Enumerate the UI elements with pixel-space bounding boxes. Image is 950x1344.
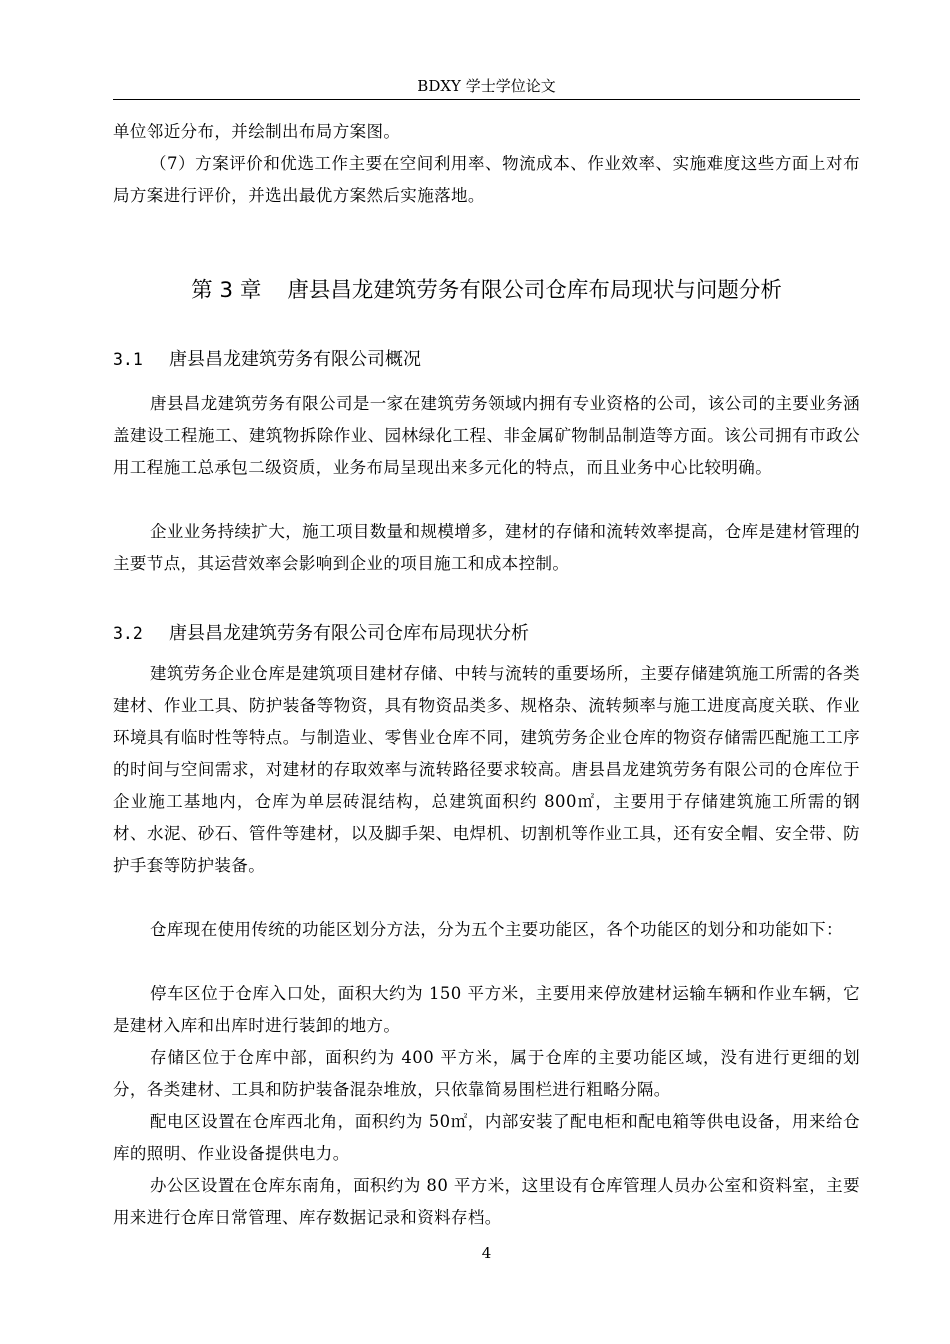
section-3-2-paragraph-5: 配电区设置在仓库西北角，面积约为 50㎡，内部安装了配电柜和配电箱等供电设备，用来给仓库的照明、作业设备提供电力。 [113, 1112, 860, 1163]
section-heading-3-1 [113, 346, 860, 374]
page-header: BDXY 学士学位论文 [417, 77, 556, 95]
chapter-number: 第 3 章 [191, 278, 262, 303]
chapter-heading [113, 276, 860, 306]
section-3-1-paragraph-2: 企业业务持续扩大，施工项目数量和规模增多，建材的存储和流转效率提高，仓库是建材管理的主要节点，其运营效率会影响到企业的项目施工和成本控制。 [113, 522, 860, 573]
section-3-1-paragraph-1: 唐县昌龙建筑劳务有限公司是一家在建筑劳务领域内拥有专业资格的公司，该公司的主要业务涵盖建设工程施工、建筑物拆除作业、园林绿化工程、非金属矿物制品制造等方面。该公司拥有市政公用工程施工总承包二级资质，业务布局呈现出来多元化的特点，而且业务中心比较明确。 [113, 394, 860, 477]
section-title: 唐县昌龙建筑劳务有限公司概况 [169, 349, 421, 370]
section-number: 3.2 [113, 624, 143, 643]
section-3-2-paragraph-2: 仓库现在使用传统的功能区划分方法，分为五个主要功能区，各个功能区的划分和功能如下： [150, 920, 843, 939]
section-heading-3-2 [113, 620, 860, 648]
chapter-title: 唐县昌龙建筑劳务有限公司仓库布局现状与问题分析 [287, 278, 782, 303]
section-title: 唐县昌龙建筑劳务有限公司仓库布局现状分析 [169, 623, 529, 644]
section-3-2-paragraph-6: 办公区设置在仓库东南角，面积约为 80 平方米，这里设有仓库管理人员办公室和资料室，主要用来进行仓库日常管理、库存数据记录和资料存档。 [113, 1176, 860, 1227]
section-3-2-paragraph-3: 停车区位于仓库入口处，面积大约为 150 平方米，主要用来停放建材运输车辆和作业车辆，它是建材入库和出库时进行装卸的地方。 [113, 984, 860, 1035]
section-3-2-paragraph-4: 存储区位于仓库中部，面积约为 400 平方米，属于仓库的主要功能区域，没有进行更细的划分，各类建材、工具和防护装备混杂堆放，只依靠简易围栏进行粗略分隔。 [113, 1048, 860, 1099]
intro-paragraph-2: （7）方案评价和优选工作主要在空间利用率、物流成本、作业效率、实施难度这些方面上对布局方案进行评价，并选出最优方案然后实施落地。 [113, 154, 860, 205]
header-rule [113, 99, 860, 100]
section-number: 3.1 [113, 350, 143, 369]
section-3-2-paragraph-1: 建筑劳务企业仓库是建筑项目建材存储、中转与流转的重要场所，主要存储建筑施工所需的各类建材、作业工具、防护装备等物资，具有物资品类多、规格杂、流转频率与施工进度高度关联、作业环境具有临时性等特点。与制造业、零售业仓库不同，建筑劳务企业仓库的物资存储需匹配施工工序的时间与空间需求，对建材的存取效率与流转路径要求较高。唐县昌龙建筑劳务有限公司的仓库位于企业施工基地内，仓库为单层砖混结构，总建筑面积约 800㎡，主要用于存储建筑施工所需的钢材、水泥、砂石、管件等建材，以及脚手架、电焊机、切割机等作业工具，还有安全帽、安全带、防护手套等防护装备。 [113, 664, 860, 875]
page-number: 4 [481, 1244, 492, 1262]
intro-paragraph-1: 单位邻近分布，并绘制出布局方案图。 [113, 122, 401, 141]
